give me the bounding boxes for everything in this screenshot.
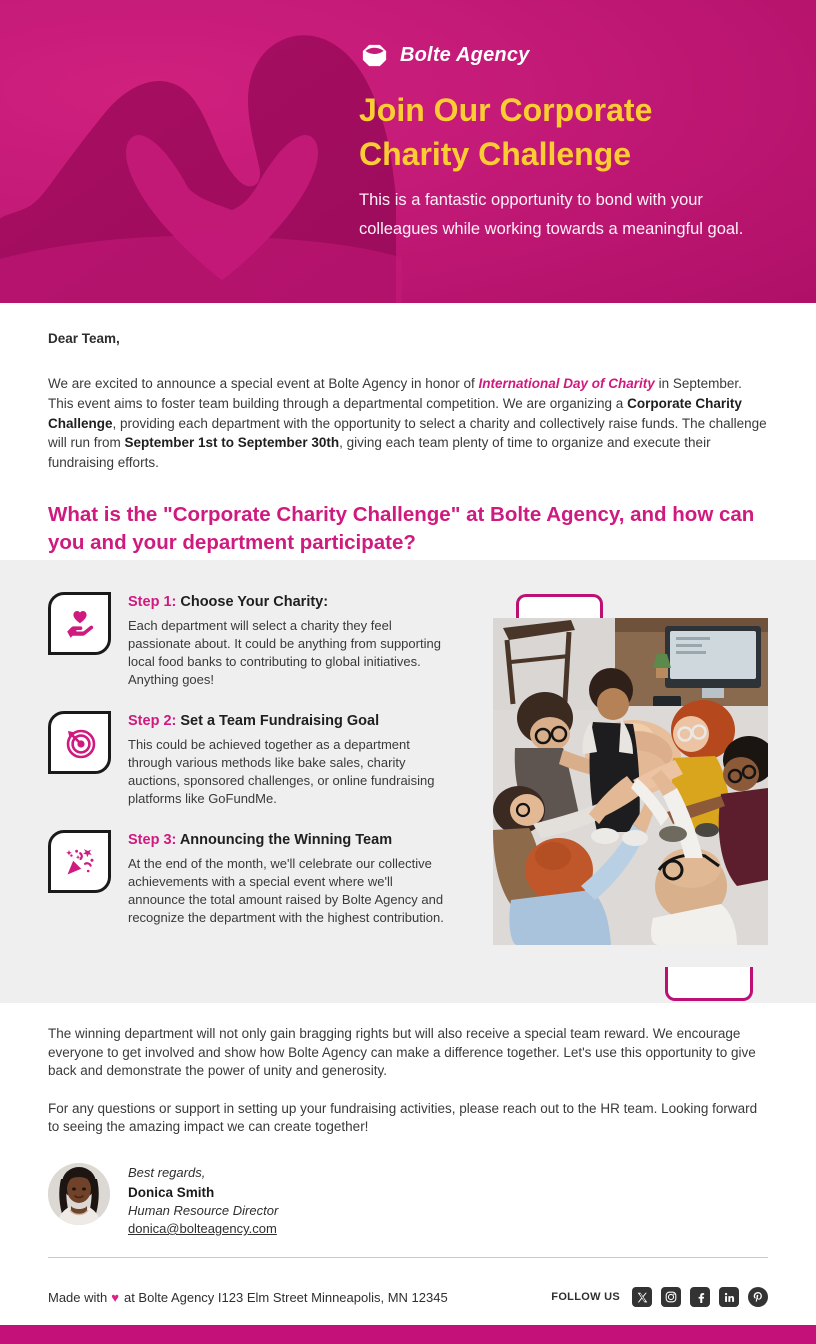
footer-made-with (48, 1290, 448, 1305)
intro-text-part-5: , providing each department with the opportunity to select a charity and collectively raise funds. The challenge will run from (48, 415, 767, 451)
step-2-label: Step 2: (128, 713, 177, 729)
step-1-body (128, 592, 452, 689)
x-twitter-icon[interactable] (632, 1287, 652, 1307)
closing-paragraph-2: For any questions or support in setting up your fundraising activities, please reach out to the HR team. Looking forward to seeing the amazing impact we can create together! (48, 1100, 758, 1135)
hero-subtitle: This is a fantastic opportunity to bond with your colleagues while working towards a meaningful goal. (359, 191, 744, 238)
signature-regards: Best regards, (128, 1165, 206, 1180)
step-2-icon-box (48, 711, 111, 774)
step-2-text: This could be achieved together as a department through various methods like bake sales, charity auctions, sponsored challenges, or online fundraising platforms like GoFundMe. (128, 737, 435, 806)
step-3-title: Announcing the Winning Team (176, 832, 393, 848)
signature-lines (128, 1163, 278, 1239)
step-2-title: Set a Team Fundraising Goal (176, 713, 380, 729)
step-item-1 (48, 592, 452, 689)
step-3-icon-box (48, 830, 111, 893)
step-3-heading (128, 831, 452, 850)
signature-name: Donica Smith (128, 1184, 215, 1200)
step-2-body (128, 711, 452, 808)
brand-name: Bolte Agency (400, 44, 530, 66)
target-dartboard-icon (63, 726, 97, 760)
signature-email-link[interactable]: donica@bolteagency.com (128, 1221, 277, 1236)
brand-logo[interactable] (359, 40, 529, 71)
steps-list (48, 592, 452, 949)
team-photo-block (493, 594, 768, 974)
step-3-text: At the end of the month, we'll celebrate our collective achievements with a special event where we'll announce the total amount raised by Bolte Agency and recognize the department with the highest contribution. (128, 856, 444, 925)
hero-header (0, 0, 816, 303)
section-question-heading: What is the "Corporate Charity Challenge" at Bolte Agency, and how can you and your department participate? (48, 502, 755, 554)
intro-paragraph (48, 374, 768, 473)
step-item-3 (48, 830, 452, 927)
step-item-2 (48, 711, 452, 808)
step-2-heading (128, 712, 452, 731)
social-links (551, 1287, 768, 1307)
party-popper-confetti-icon (63, 845, 97, 879)
heart-icon: ♥ (111, 1289, 119, 1305)
footer-address: at Bolte Agency I123 Elm Street Minneapolis, MN 12345 (123, 1289, 448, 1305)
step-1-heading (128, 593, 452, 612)
intro-text-part-7: , giving each team plenty of time to organize and execute their fundraising efforts. (48, 435, 711, 471)
team-photo (493, 618, 768, 945)
basket-logo-icon (359, 40, 390, 71)
intro-bold-dates: September 1st to September 30th (124, 435, 340, 451)
step-1-icon-box (48, 592, 111, 655)
step-1-label: Step 1: (128, 594, 177, 610)
facebook-icon[interactable] (690, 1287, 710, 1307)
step-3-label: Step 3: (128, 832, 177, 848)
footer-made-prefix: Made with (48, 1289, 108, 1305)
intro-text-part-1: We are excited to announce a special event at Bolte Agency in honor of (48, 376, 479, 391)
signature-block (48, 1163, 278, 1239)
avatar (48, 1163, 110, 1225)
follow-us-label: FOLLOW US (551, 1291, 620, 1303)
step-3-body (128, 830, 452, 927)
intro-text-part-3: in September. This event aims to foster team building through a departmental competition. We are organizing a (48, 376, 742, 411)
intro-bold-challenge: Corporate Charity Challenge (48, 395, 742, 431)
step-1-text: Each department will select a charity they feel passionate about. It could be anything from supporting local food banks to contributing to global initiatives. Anything goes! (128, 618, 441, 687)
steps-section (0, 560, 816, 1003)
pinterest-icon[interactable] (748, 1287, 768, 1307)
closing-section (0, 1003, 816, 1137)
intro-section (0, 303, 816, 557)
instagram-icon[interactable] (661, 1287, 681, 1307)
hero-title: Join Our Corporate Charity Challenge (359, 92, 653, 172)
closing-paragraph-1: The winning department will not only gain bragging rights but will also receive a special team reward. We encourage everyone to get involved and show how Bolte Agency can make a difference together. Let's use this opportunity to give back and demonstrate the power of unity and generosity. (48, 1026, 756, 1079)
footer-divider (48, 1257, 768, 1258)
salutation: Dear Team, (48, 331, 120, 346)
intro-emphasis-day-of-charity: International Day of Charity (478, 376, 655, 391)
hand-holding-heart-icon (63, 607, 97, 641)
footer-bar (0, 1278, 816, 1316)
bottom-accent-bar (0, 1325, 816, 1344)
signature-role: Human Resource Director (128, 1202, 279, 1218)
decorative-frame-bottom (665, 967, 753, 1001)
linkedin-icon[interactable] (719, 1287, 739, 1307)
step-1-title: Choose Your Charity: (176, 594, 329, 610)
